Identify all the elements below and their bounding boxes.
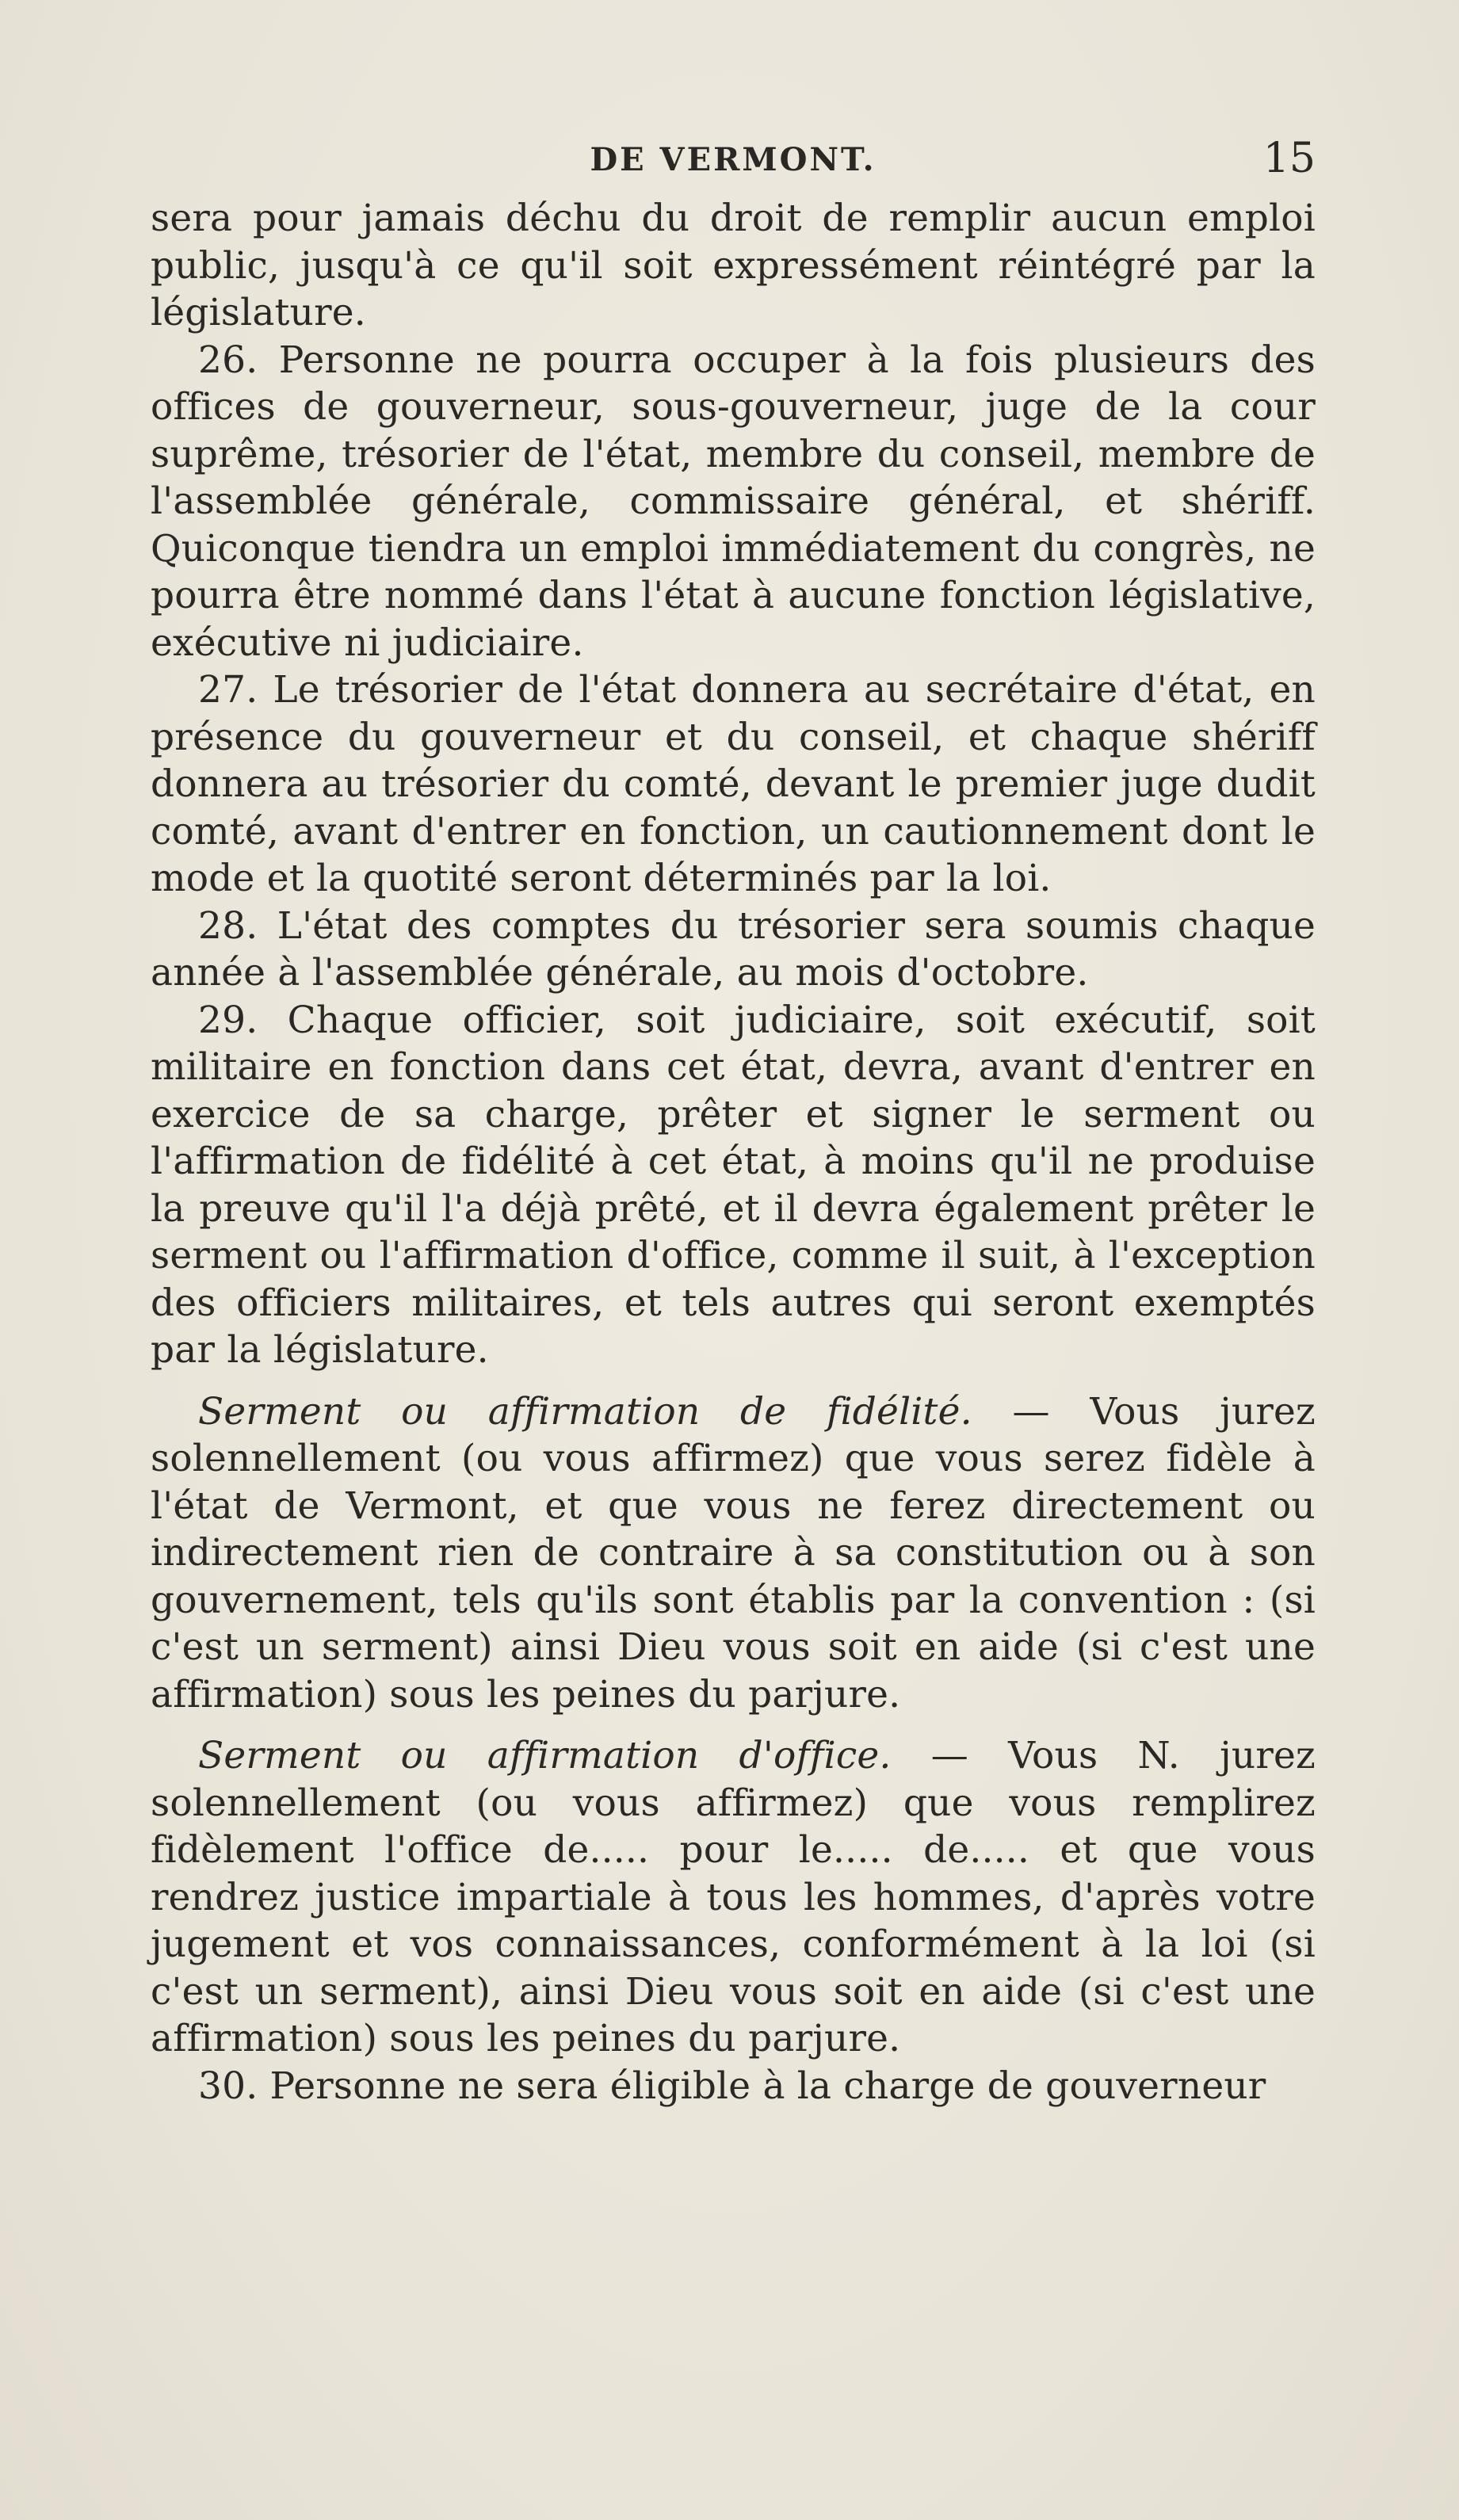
oath-fidelity [151,1388,1316,1719]
oath-office-text: — Vous N. jurez solennellement (ou vous affirmez) que vous remplirez fidèlement l'office de..... pour le..... de..... et que vous rendrez justice impartiale à tous les hommes, d'après votre jugement et vos connaissances, conformément à la loi (si c'est un serment), ainsi Dieu vous soit en aide (si c'est une affirmation) sous les peines du parjure. [151,1734,1316,2060]
page-header [151,135,1316,190]
oath-office [151,1732,1316,2063]
oath-fidelity-heading: Serment ou affirmation de fidélité. [198,1389,972,1434]
page-number: 15 [1262,135,1316,182]
article-29: 29. Chaque officier, soit judiciaire, soit exécutif, soit militaire en fonction dans cet état, devra, avant d'entrer en exercice de sa charge, prêter et signer le serment ou l'affirmation de fidélité à cet état, à moins qu'il ne produise la preuve qu'il l'a déjà prêté, et il devra également prêter le serment ou l'affirmation d'office, comme il suit, à l'exception des officiers militaires, et tels autres qui seront exemptés par la législature. [151,998,1316,1372]
book-page [151,135,1316,2110]
body-text [151,195,1316,2110]
running-title: DE VERMONT. [590,141,877,178]
oath-fidelity-text: — Vous jurez solennellement (ou vous affirmez) que vous serez fidèle à l'état de Vermont, et que vous ne ferez directement ou indirectement rien de contraire à sa constitution ou à son gouvernement, tels qu'ils sont établis par la convention : (si c'est un serment) ainsi Dieu vous soit en aide (si c'est une affirmation) sous les peines du parjure. [151,1389,1316,1716]
oath-office-heading: Serment ou affirmation d'office. [198,1734,892,1777]
article-30-start: 30. Personne ne sera éligible à la charge de gouverneur [198,2064,1266,2108]
article-28: 28. L'état des comptes du trésorier sera soumis chaque année à l'assemblée générale, au mois d'octobre. [151,903,1316,995]
article-26: 26. Personne ne pourra occuper à la fois plusieurs des offices de gouverneur, sous-gouverneur, juge de la cour suprême, trésorier de l'état, membre du conseil, membre de l'assemblée générale, commissaire général, et shériff. Quiconque tiendra un emploi immédiatement du congrès, ne pourra être nommé dans l'état à aucune fonction législative, exécutive ni judiciaire. [151,338,1316,665]
paragraph-continuation: sera pour jamais déchu du droit de remplir aucun emploi public, jusqu'à ce qu'il soit expressément réintégré par la législature. [151,197,1316,334]
article-27: 27. Le trésorier de l'état donnera au secrétaire d'état, en présence du gouverneur et du conseil, et chaque shériff donnera au trésorier du comté, devant le premier juge dudit comté, avant d'entrer en fonction, un cautionnement dont le mode et la quotité seront déterminés par la loi. [151,668,1316,900]
